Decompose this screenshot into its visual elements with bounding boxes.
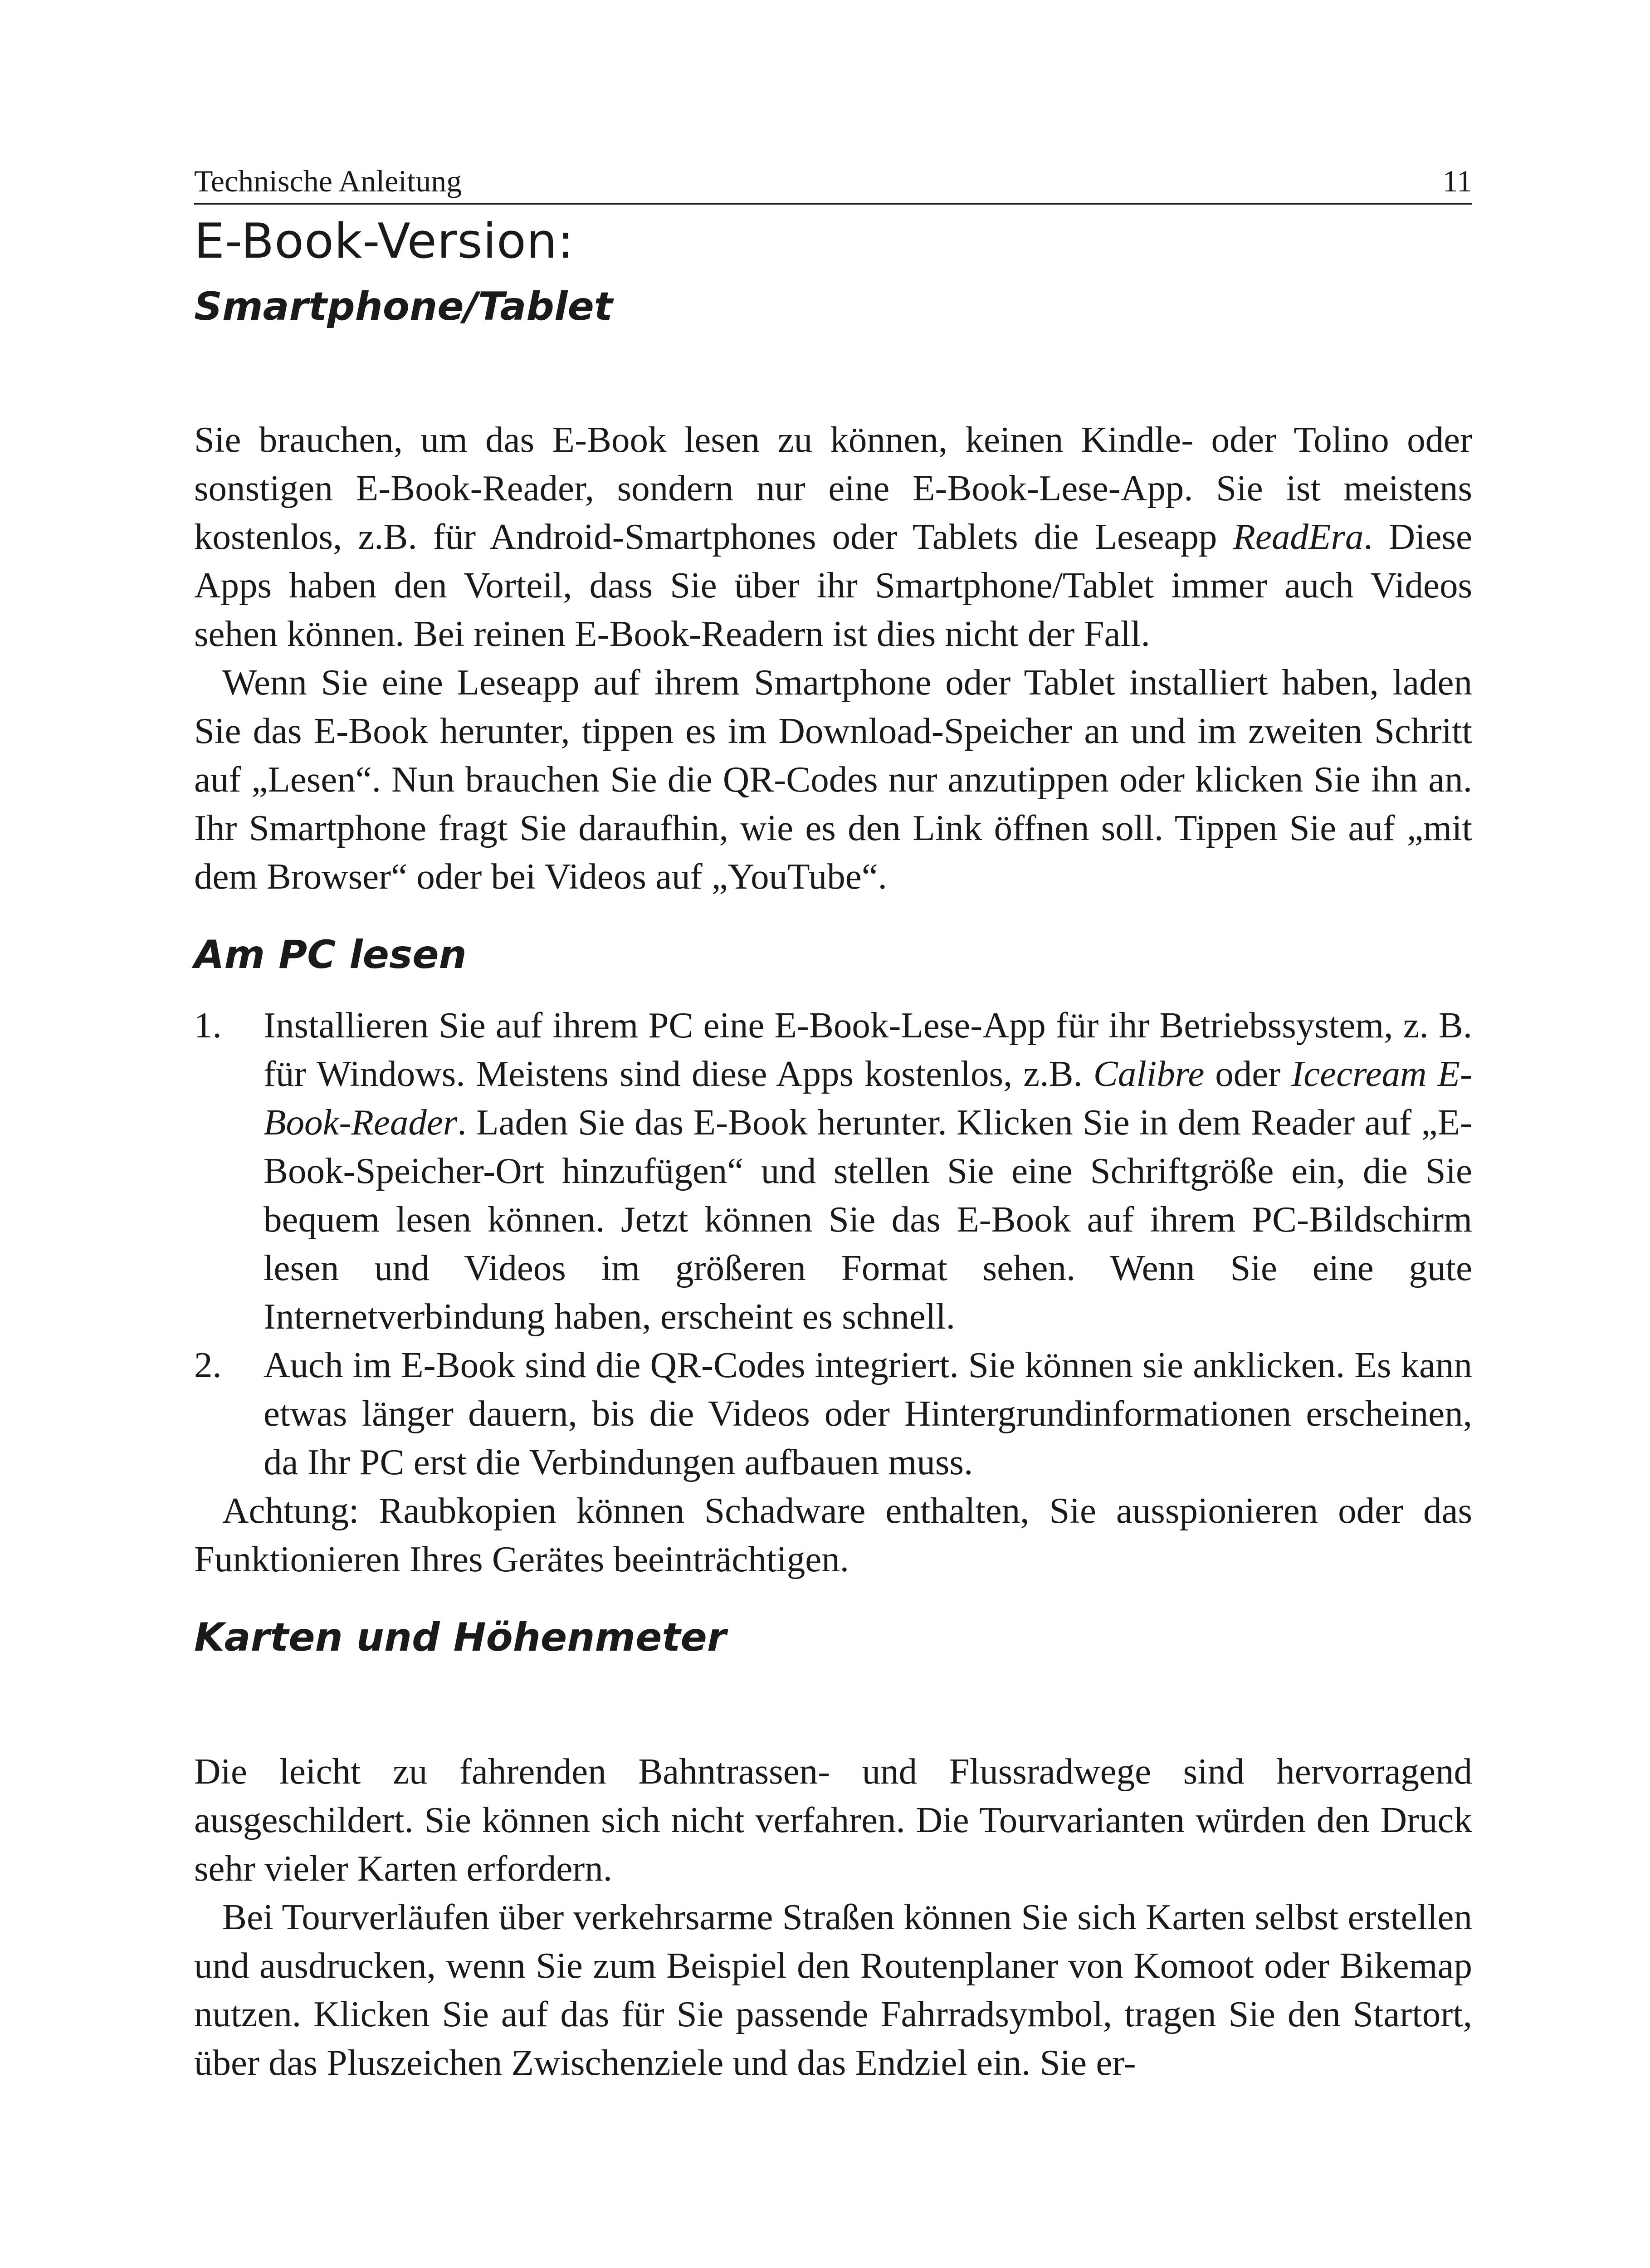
paragraph-ebook-app-part2: . Diese Apps haben den Vorteil, dass Sie über ihr Smartphone/Tablet immer auch Videos sehen können. Bei reinen E-Book-Readern ist dies nicht der Fall. — [194, 516, 1472, 654]
paragraph-routenplaner: Bei Tourverläufen über verkehrsarme Straßen können Sie sich Karten selbst erstellen und ausdrucken, wenn Sie zum Beispiel den Routenplaner von Komoot oder Bikemap nutzen. Klicken Sie auf das für Sie passende Fahrradsymbol, tragen Sie den Startort, über das Pluszeichen Zwischenziele und das Endziel ein. Sie er- — [194, 1896, 1472, 2083]
list-item-number: 2. — [194, 1344, 222, 1385]
list-item-text-part1: Installieren Sie auf ihrem PC eine E-Book-Lese-App für ihr Betriebssystem, z. B. für Windows. Meistens sind diese Apps kostenlos, z.B. — [264, 1004, 1472, 1094]
list-item — [194, 1341, 1472, 1486]
chapter-title: E-Book-Version: — [194, 213, 574, 269]
page-number: 11 — [1442, 164, 1472, 198]
heading-karten-hoehenmeter: Karten und Höhenmeter — [194, 1614, 727, 1660]
heading-am-pc-lesen: Am PC lesen — [194, 932, 467, 978]
list-item — [194, 1001, 1472, 1341]
app-name-icecream: Icecream E-Book-Reader — [264, 1053, 1472, 1143]
app-name-readera: ReadEra — [1233, 516, 1364, 557]
paragraph-smartphone-usage: Wenn Sie eine Leseapp auf ihrem Smartphone oder Tablet installiert haben, laden Sie das E-Book herunter, tippen es im Download-Speicher an und im zweiten Schritt auf „Lesen“. Nun brauchen Sie die QR-Codes nur anzutippen oder klicken Sie ihn an. Ihr Smartphone fragt Sie daraufhin, wie es den Link öffnen soll. Tippen Sie auf „mit dem Browser“ oder bei Videos auf „YouTube“. — [194, 661, 1472, 897]
app-name-calibre: Calibre — [1093, 1053, 1205, 1094]
paragraph-ebook-app-part1: Sie brauchen, um das E-Book lesen zu können, keinen Kindle- oder Tolino oder sonstigen E-Book-Reader, sondern nur eine E-Book-Lese-App. Sie ist meistens kostenlos, z.B. für Android-Smartphones oder Tablets die Leseapp — [194, 419, 1472, 557]
list-item-text: Auch im E-Book sind die QR-Codes integriert. Sie können sie anklicken. Es kann etwas länger dauern, bis die Videos oder Hintergrundinformationen erscheinen, da Ihr PC erst die Verbindungen aufbauen muss. — [264, 1344, 1472, 1482]
paragraph-ebook-app — [194, 415, 1472, 658]
paragraph-radwege: Die leicht zu fahrenden Bahntrassen- und Flussradwege sind hervorragend ausgeschildert. Sie können sich nicht verfahren. Die Tourvarianten würden den Druck sehr vieler Karten erfordern. — [194, 1750, 1472, 1889]
running-header — [194, 166, 1472, 205]
book-page — [194, 166, 1472, 2087]
list-item-text-part2: oder — [1204, 1053, 1292, 1094]
paragraph-warning: Achtung: Raubkopien können Schadware enthalten, Sie ausspionieren oder das Funktionieren Ihres Gerätes beeinträchtigen. — [194, 1490, 1472, 1579]
heading-smartphone-tablet: Smartphone/Tablet — [194, 284, 613, 329]
running-header-section: Technische Anleitung — [194, 164, 462, 198]
pc-steps-list — [194, 1001, 1472, 1486]
list-item-text-part3: . Laden Sie das E-Book herunter. Klicken Sie in dem Reader auf „E-Book-Speicher-Ort hinzufügen“ und stellen Sie eine Schriftgröße ein, die Sie bequem lesen können. Jetzt können Sie das E-Book auf ihrem PC-Bildschirm lesen und Videos im größeren Format sehen. Wenn Sie eine gute Internetverbindung haben, erscheint es schnell. — [264, 1101, 1472, 1337]
list-item-number: 1. — [194, 1004, 222, 1046]
